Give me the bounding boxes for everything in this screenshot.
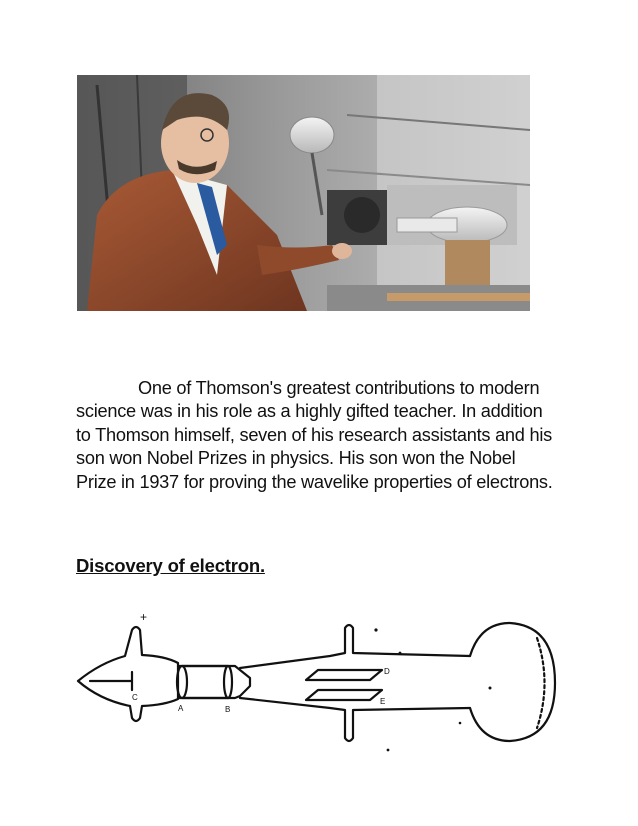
section-heading: Discovery of electron. [76,555,265,576]
diagram-label-plus: + [140,610,148,624]
portrait-photo [77,75,530,311]
diagram-label-d: D [384,667,390,676]
diagram-label-b: B [225,705,231,714]
diagram-label-c: C [132,693,138,702]
diagram-label-e: E [380,697,386,706]
body-paragraph: One of Thomson's greatest contributions to modern science was in his role as a highly gifted teacher. In addition to Thomson himself, seven of his research assistants and his son won Nobel Prizes in physics. His son won the Nobel Prize in 1937 for proving the wavelike properties of electrons. [76,378,553,492]
cathode-ray-tube-diagram [70,608,565,758]
diagram-label-a: A [178,704,184,713]
